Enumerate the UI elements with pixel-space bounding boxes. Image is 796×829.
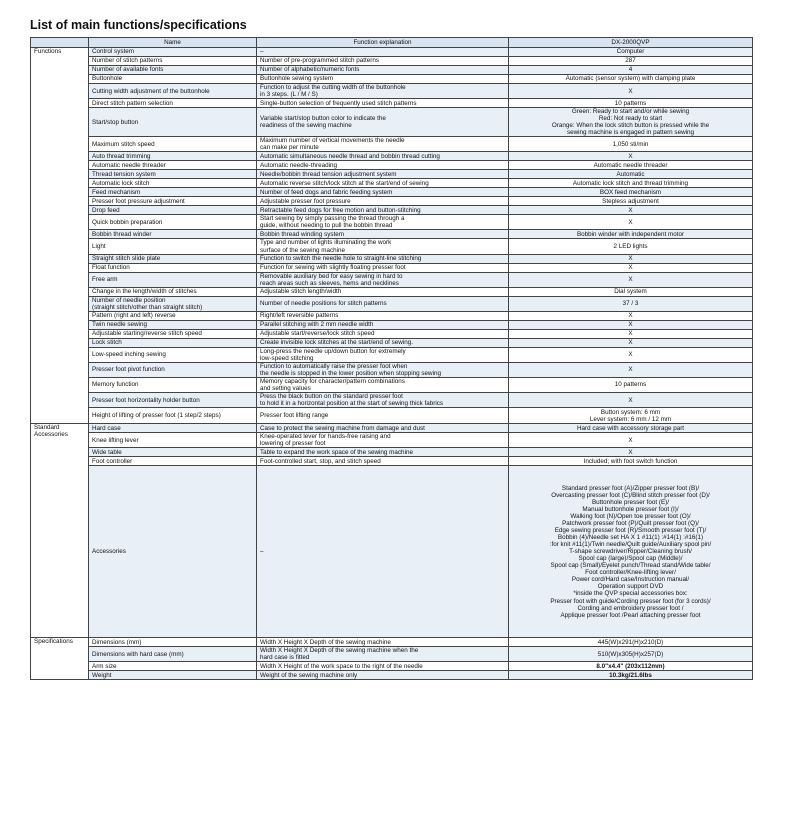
row-spec-text: BOX feed mechanism <box>599 188 662 196</box>
row-explanation-text: Variable start/stop button color to indicate the readiness of the sewing machine <box>260 115 386 130</box>
row-spec-text: 10 patterns <box>614 381 647 389</box>
row-spec-text: 4 <box>628 66 633 74</box>
row-name <box>89 433 257 448</box>
row-spec <box>509 108 753 137</box>
row-explanation-text: Width X Height of the work space to the right of the needle <box>260 662 423 670</box>
row-explanation <box>257 152 509 161</box>
row-explanation-text: – <box>260 48 264 56</box>
row-explanation <box>257 466 509 638</box>
row-spec-text: X <box>628 436 633 444</box>
table-row <box>31 433 753 448</box>
row-explanation-text: Function to automatically raise the presser foot when the needle is stopped in the lower position when stopping sewing <box>260 362 441 377</box>
row-name-text: Pattern (right and left) reverse <box>92 312 176 320</box>
table-row <box>31 362 753 377</box>
row-spec <box>509 638 753 647</box>
row-name <box>89 377 257 392</box>
row-spec <box>509 215 753 230</box>
row-name-text: Number of needle position (straight stitch/other than straight stitch) <box>92 296 203 311</box>
row-name-text: Arm size <box>92 662 117 670</box>
row-name <box>89 311 257 320</box>
row-name-text: Float function <box>92 264 130 272</box>
row-spec <box>509 457 753 466</box>
row-name-text: Start/stop button <box>92 118 139 126</box>
row-name-text: Hard case <box>92 424 121 432</box>
row-explanation <box>257 457 509 466</box>
table-row <box>31 170 753 179</box>
table-body <box>31 48 753 680</box>
row-spec-text: X <box>628 339 633 347</box>
table-row <box>31 75 753 84</box>
row-name <box>89 84 257 99</box>
row-explanation-text: Single-button selection of frequently used stitch patterns <box>260 99 417 107</box>
row-spec-text: Bobbin winder with independent motor <box>576 230 685 238</box>
row-name <box>89 448 257 457</box>
row-name-text: Light <box>92 242 106 250</box>
table-row <box>31 99 753 108</box>
row-explanation-text: Case to protect the sewing machine from damage and dust <box>260 424 425 432</box>
row-name-text: Knee lifting lever <box>92 436 139 444</box>
table-row <box>31 338 753 347</box>
row-spec-text: Stepless adjustment <box>602 197 659 205</box>
table-row <box>31 638 753 647</box>
row-explanation <box>257 272 509 287</box>
row-spec-text: 445(W)x291(H)x210(D) <box>597 638 664 646</box>
category-label: Standard Accessories <box>31 424 89 638</box>
table-row <box>31 466 753 638</box>
row-spec <box>509 197 753 206</box>
row-spec-text: Standard presser foot (A)/Zipper presser foot (B)/ Overcasting presser foot (C)/Blind stitch presser foot (D)/ Buttonhole presser foot (E)/ Manual buttonhole presser foot (I)/ Walking foot (N)/Open toe presser foot (O)/ Patchwork presser foot (P)/Quilt presser foot (Q)/ Edge sewing presser foot (R)/Smooth presser foot (T)/ Bobbin (4)/Needle set HA X 1 #11(1) :#14(1) :#16(1) :for knit #11(1)/Twin needle/Quilt guide/Auxiliary spool pin/ T-shape screwdriver/Ripper/Cleaning brush/ Spool cap (large)/Spool cap (Middle)/ Spool cap (Small)/Eyelet punch/Thread stand/Wide table/ Foot controller/Knee-lifting lever/ Power cord/Hard case/Instruction manual/ Operation support DVD *inside the QVP special accessories box: Presser foot with guide/Cording presser foot (for 3 cords)/ Cording and embroidery presser foot / Applique presser foot /Pearl attaching presser foot <box>549 484 712 619</box>
row-explanation <box>257 263 509 272</box>
row-spec <box>509 377 753 392</box>
row-name <box>89 197 257 206</box>
row-spec-text: 8.0"x4.4" (203x112mm) <box>596 662 665 670</box>
header-blank <box>31 38 89 48</box>
row-spec <box>509 311 753 320</box>
row-explanation <box>257 362 509 377</box>
row-name <box>89 66 257 75</box>
row-name-text: Number of stitch patterns <box>92 57 163 65</box>
row-spec-text: Automatic <box>616 170 645 178</box>
row-explanation <box>257 408 509 424</box>
table-row <box>31 48 753 57</box>
row-spec <box>509 161 753 170</box>
row-name-text: Presser foot horizontality holder button <box>92 396 200 404</box>
row-spec-text: 510(W)x305(H)x257(D) <box>597 650 664 658</box>
row-explanation-text: Adjustable presser foot pressure <box>260 197 351 205</box>
row-name <box>89 338 257 347</box>
row-explanation-text: Start sewing by simply passing the thread through a guide, without needing to pull the bobbin thread <box>260 215 405 230</box>
row-explanation-text: Number of alphabetic/numeric fonts <box>260 66 360 74</box>
row-name-text: Height of lifting of presser foot (1 step/2 steps) <box>92 412 221 420</box>
table-row <box>31 108 753 137</box>
table-row <box>31 239 753 254</box>
table-row <box>31 671 753 680</box>
row-name-text: Accessories <box>92 548 126 556</box>
row-name-text: Weight <box>92 671 112 679</box>
row-spec-text: Hard case with accessory storage part <box>576 424 685 432</box>
row-name <box>89 161 257 170</box>
row-explanation <box>257 99 509 108</box>
row-explanation-text: – <box>260 548 264 556</box>
row-explanation <box>257 311 509 320</box>
row-explanation <box>257 230 509 239</box>
row-spec-text: X <box>628 87 633 95</box>
row-explanation <box>257 433 509 448</box>
row-explanation-text: Function for sewing with slightly floating presser foot <box>260 264 406 272</box>
row-spec-text: X <box>628 312 633 320</box>
row-spec <box>509 170 753 179</box>
row-spec <box>509 263 753 272</box>
row-explanation <box>257 662 509 671</box>
row-spec <box>509 272 753 287</box>
row-explanation <box>257 287 509 296</box>
row-name <box>89 638 257 647</box>
row-spec <box>509 188 753 197</box>
specifications-table <box>30 37 753 680</box>
row-name <box>89 152 257 161</box>
table-row <box>31 254 753 263</box>
row-explanation <box>257 170 509 179</box>
row-explanation <box>257 320 509 329</box>
row-spec <box>509 362 753 377</box>
table-row <box>31 448 753 457</box>
row-explanation <box>257 393 509 408</box>
row-name <box>89 424 257 433</box>
row-explanation-text: Weight of the sewing machine only <box>260 671 358 679</box>
row-explanation <box>257 424 509 433</box>
table-row <box>31 408 753 424</box>
row-explanation-text: Width X Height X Depth of the sewing machine when the hard case is fitted <box>260 647 419 662</box>
table-row <box>31 57 753 66</box>
row-explanation <box>257 84 509 99</box>
row-name-text: Control system <box>92 48 134 56</box>
row-name-text: Adjustable starting/reverse stitch speed <box>92 330 202 338</box>
table-row <box>31 230 753 239</box>
row-name-text: Memory function <box>92 381 139 389</box>
row-name-text: Maximum stitch speed <box>92 140 155 148</box>
row-explanation-text: Automatic reverse stitch/lock stitch at the start/end of sewing <box>260 179 429 187</box>
header-model: DX-2000QVP <box>509 38 753 48</box>
row-explanation <box>257 137 509 152</box>
row-explanation-text: Maximum number of vertical movements the needle can make per minute <box>260 137 405 152</box>
row-explanation-text: Function to switch the needle hole to straight-line stitching <box>260 255 422 263</box>
row-spec-text: 1,050 sti/min <box>612 140 649 148</box>
row-spec-text: X <box>628 351 633 359</box>
row-explanation-text: Bobbin thread winding system <box>260 230 345 238</box>
row-explanation-text: Table to expand the work space of the sewing machine <box>260 448 413 456</box>
row-explanation-text: Removable auxiliary bed for easy sewing in hard to reach areas such as sleeves, hems and necklines <box>260 272 403 287</box>
row-spec <box>509 48 753 57</box>
row-explanation <box>257 215 509 230</box>
row-name-text: Wide table <box>92 448 122 456</box>
row-name <box>89 179 257 188</box>
table-row <box>31 272 753 287</box>
row-spec <box>509 66 753 75</box>
row-spec <box>509 393 753 408</box>
row-name-text: Straight stitch slide plate <box>92 255 161 263</box>
table-row <box>31 320 753 329</box>
row-spec <box>509 57 753 66</box>
row-spec-text: Button system: 6 mm Lever system: 6 mm / 12 mm <box>589 408 672 423</box>
row-name <box>89 99 257 108</box>
row-name <box>89 320 257 329</box>
row-name-text: Auto thread trimming <box>92 152 151 160</box>
row-name <box>89 347 257 362</box>
row-name <box>89 57 257 66</box>
row-explanation-text: Create invisible lock stitches at the start/end of sewing. <box>260 339 413 347</box>
row-explanation-text: Width X Height X Depth of the sewing machine <box>260 638 391 646</box>
row-spec <box>509 296 753 311</box>
table-row <box>31 161 753 170</box>
row-explanation-text: Buttonhole sewing system <box>260 75 334 83</box>
row-name-text: Drop feed <box>92 206 120 214</box>
page-title: List of main functions/specifications <box>30 18 247 32</box>
row-name <box>89 329 257 338</box>
row-name-text: Presser foot pivot function <box>92 366 165 374</box>
row-explanation-text: Presser foot lifting range <box>260 412 329 420</box>
row-name-text: Quick bobbin preparation <box>92 218 163 226</box>
row-spec-text: X <box>628 218 633 226</box>
row-name <box>89 393 257 408</box>
row-explanation-text: Press the black button on the standard presser foot to hold it in a horizontal position at the start of sewing thick fabrics <box>260 393 444 408</box>
table-header-row <box>31 38 753 48</box>
row-spec <box>509 254 753 263</box>
row-spec <box>509 137 753 152</box>
row-name <box>89 671 257 680</box>
table-row <box>31 311 753 320</box>
row-spec <box>509 75 753 84</box>
row-spec <box>509 206 753 215</box>
row-explanation <box>257 329 509 338</box>
table-row <box>31 152 753 161</box>
table-row <box>31 287 753 296</box>
row-spec-text: X <box>628 152 633 160</box>
row-name-text: Foot controller <box>92 457 133 465</box>
row-name <box>89 170 257 179</box>
row-explanation <box>257 377 509 392</box>
row-name <box>89 457 257 466</box>
row-name <box>89 108 257 137</box>
row-explanation-text: Retractable feed dogs for free motion and button-stitching <box>260 206 421 214</box>
row-spec-text: X <box>628 330 633 338</box>
row-explanation <box>257 197 509 206</box>
row-spec-text: X <box>628 255 633 263</box>
table-row <box>31 137 753 152</box>
row-explanation <box>257 188 509 197</box>
row-explanation <box>257 254 509 263</box>
table-row <box>31 179 753 188</box>
row-name <box>89 296 257 311</box>
row-spec-text: Automatic needle threader <box>593 161 668 169</box>
table-row <box>31 647 753 662</box>
row-name <box>89 287 257 296</box>
table-row <box>31 457 753 466</box>
row-explanation-text: Number of needle positions for stitch patterns <box>260 300 387 308</box>
row-name-text: Feed mechanism <box>92 188 141 196</box>
row-explanation <box>257 647 509 662</box>
row-name <box>89 230 257 239</box>
row-spec <box>509 287 753 296</box>
row-name-text: Buttonhole <box>92 75 123 83</box>
row-spec <box>509 671 753 680</box>
row-spec-text: Computer <box>616 48 645 56</box>
row-name-text: Free arm <box>92 276 118 284</box>
table-row <box>31 662 753 671</box>
row-name-text: Lock stitch <box>92 339 122 347</box>
row-spec-text: X <box>628 396 633 404</box>
row-spec-text: Green: Ready to start and/or while sewing Red: Not ready to start Orange: When the lock stitch button is pressed while the sewing machine is engaged in pattern sewing <box>551 108 710 137</box>
row-explanation-text: Long-press the needle up/down button for extremely low-speed stitching <box>260 347 406 362</box>
row-spec-text: X <box>628 276 633 284</box>
row-spec-text: X <box>628 264 633 272</box>
row-name <box>89 647 257 662</box>
row-explanation-text: Knee-operated lever for hands-free raising and lowering of presser foot <box>260 433 391 448</box>
row-explanation <box>257 48 509 57</box>
table-row <box>31 188 753 197</box>
row-spec <box>509 433 753 448</box>
row-explanation <box>257 161 509 170</box>
table-row <box>31 377 753 392</box>
table-row <box>31 347 753 362</box>
row-spec-text: Automatic (sensor system) with clamping plate <box>565 75 696 83</box>
row-name <box>89 466 257 638</box>
row-name-text: Presser foot pressure adjustment <box>92 197 185 205</box>
row-explanation <box>257 108 509 137</box>
row-name-text: Automatic needle threader <box>92 161 166 169</box>
row-explanation-text: Type and number of lights illuminating the work surface of the sewing machine <box>260 239 392 254</box>
row-explanation-text: Adjustable stitch length/width <box>260 288 342 296</box>
row-spec <box>509 239 753 254</box>
row-explanation <box>257 75 509 84</box>
row-explanation-text: Automatic needle-threading <box>260 161 338 169</box>
header-name: Name <box>89 38 257 48</box>
row-name <box>89 239 257 254</box>
row-spec-text: 10 patterns <box>614 99 647 107</box>
row-name-text: Bobbin thread winder <box>92 230 152 238</box>
category-label: Functions <box>31 48 89 424</box>
row-name <box>89 272 257 287</box>
row-explanation-text: Adjustable start/reverse/lock stitch speed <box>260 330 375 338</box>
row-name-text: Change in the length/width of stitches <box>92 288 197 296</box>
row-explanation <box>257 239 509 254</box>
row-explanation-text: Needle/bobbin thread tension adjustment system <box>260 170 397 178</box>
row-explanation-text: Automatic simultaneous needle thread and bobbin thread cutting <box>260 152 440 160</box>
row-name <box>89 188 257 197</box>
row-spec-text: X <box>628 206 633 214</box>
row-name-text: Direct stitch pattern selection <box>92 99 173 107</box>
row-name <box>89 263 257 272</box>
row-explanation <box>257 206 509 215</box>
row-spec-text: 37 / 3 <box>622 300 639 308</box>
row-name <box>89 206 257 215</box>
row-explanation-text: Parallel stitching with 2 mm needle width <box>260 321 374 329</box>
row-spec <box>509 408 753 424</box>
row-name <box>89 215 257 230</box>
table-row <box>31 215 753 230</box>
row-name-text: Dimensions with hard case (mm) <box>92 650 184 658</box>
row-spec-text: X <box>628 448 633 456</box>
row-name-text: Dimensions (mm) <box>92 638 142 646</box>
row-spec-text: Included; with foot switch function <box>583 457 678 465</box>
row-spec <box>509 99 753 108</box>
row-explanation-text: Memory capacity for character/pattern combinations and setting values <box>260 377 405 392</box>
row-explanation <box>257 448 509 457</box>
row-name-text: Thread tension system <box>92 170 156 178</box>
row-explanation-text: Right/left reversible patterns <box>260 312 339 320</box>
row-spec <box>509 647 753 662</box>
row-explanation <box>257 638 509 647</box>
row-spec <box>509 152 753 161</box>
row-spec-text: X <box>628 366 633 374</box>
table-row <box>31 424 753 433</box>
row-name <box>89 362 257 377</box>
row-name <box>89 48 257 57</box>
row-explanation <box>257 179 509 188</box>
row-name <box>89 137 257 152</box>
table-row <box>31 66 753 75</box>
row-spec <box>509 320 753 329</box>
table-row <box>31 329 753 338</box>
row-name-text: Twin needle sewing <box>92 321 147 329</box>
row-explanation <box>257 671 509 680</box>
row-name-text: Low-speed inching sewing <box>92 351 166 359</box>
table-row <box>31 206 753 215</box>
table-row <box>31 296 753 311</box>
row-explanation-text: Number of pre-programmed stitch patterns <box>260 57 379 65</box>
row-spec-text: 10.3kg/21.6lbs <box>609 671 652 679</box>
row-explanation <box>257 347 509 362</box>
row-explanation <box>257 338 509 347</box>
table-row <box>31 197 753 206</box>
row-spec <box>509 448 753 457</box>
row-spec-text: 2 LED lights <box>613 242 648 250</box>
header-explanation: Function explanation <box>257 38 509 48</box>
row-explanation-text: Function to adjust the cutting width of the buttonhole in 3 steps. (L / M / S) <box>260 84 406 99</box>
row-spec <box>509 466 753 638</box>
row-spec-text: X <box>628 321 633 329</box>
category-label: Specifications <box>31 638 89 680</box>
row-explanation-text: Foot-controlled start, stop, and stitch speed <box>260 457 381 465</box>
row-spec <box>509 347 753 362</box>
row-name <box>89 662 257 671</box>
row-spec-text: Dial system <box>614 288 647 296</box>
row-spec <box>509 84 753 99</box>
row-spec <box>509 424 753 433</box>
row-spec <box>509 230 753 239</box>
row-name-text: Cutting width adjustment of the buttonhole <box>92 87 210 95</box>
row-name <box>89 254 257 263</box>
row-spec-text: Automatic lock stitch and thread trimming <box>572 179 689 187</box>
row-spec-text: 287 <box>625 57 636 65</box>
row-spec <box>509 338 753 347</box>
row-spec <box>509 329 753 338</box>
table-row <box>31 84 753 99</box>
row-spec <box>509 179 753 188</box>
row-explanation <box>257 57 509 66</box>
table-row <box>31 263 753 272</box>
row-name-text: Number of available fonts <box>92 66 164 74</box>
row-name <box>89 408 257 424</box>
row-spec <box>509 662 753 671</box>
row-explanation <box>257 296 509 311</box>
row-explanation <box>257 66 509 75</box>
row-explanation-text: Number of feed dogs and fabric feeding system <box>260 188 393 196</box>
row-name <box>89 75 257 84</box>
table-row <box>31 393 753 408</box>
row-name-text: Automatic lock stitch <box>92 179 150 187</box>
